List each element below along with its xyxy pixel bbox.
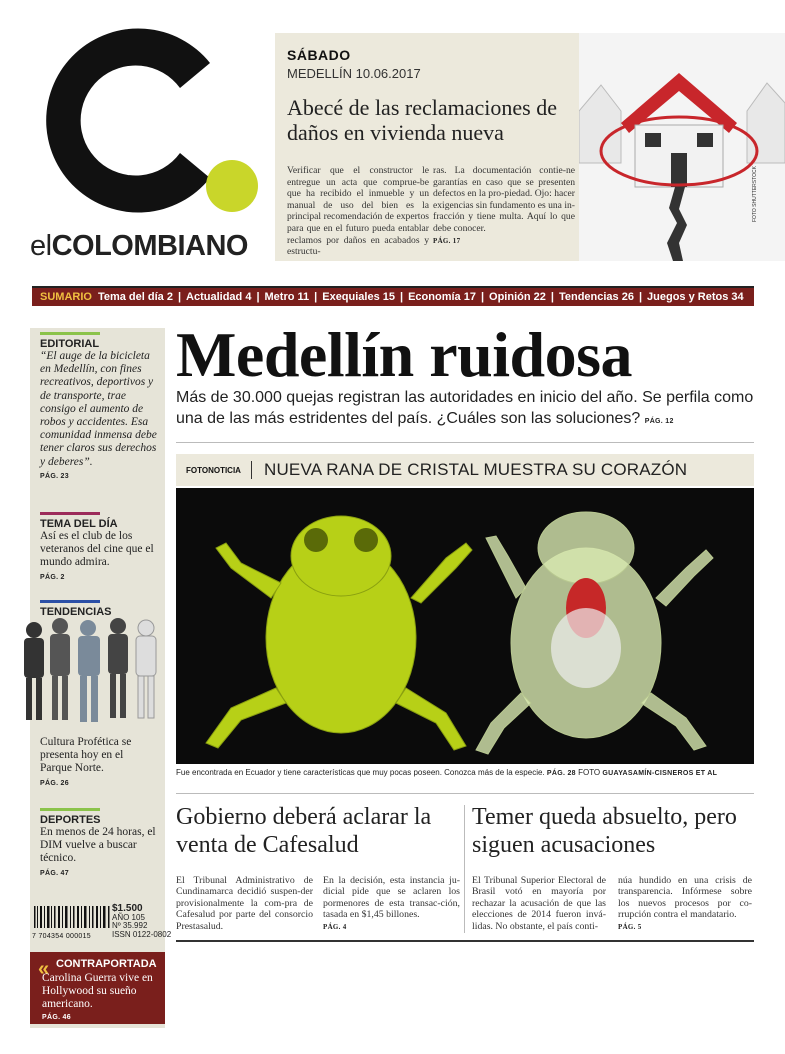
divider [176,442,754,443]
tema-section[interactable]: TEMA DEL DÍA Así es el club de los veteranos del cine que el mundo admira. PÁG. 2 [40,512,158,581]
summary-item[interactable]: Economía 17 [408,291,476,303]
price-box: $1.500 AÑO 105 Nº 35.992 ISSN 0122-0802 [112,903,172,939]
summary-item[interactable]: Exequiales 15 [322,291,396,303]
story-temer[interactable]: Temer queda absuelto, pero siguen acusaciones El Tribunal Superior Electoral de Brasil votó en mayoría por rechazar la acusación de que las elecciones de 2014 fueron invá-lidas. No obstante, el país conti- núa hundido en una crisis de transparencia. Infórmese sobre los nuevos procesos por co-rrupción contra el mandatario. PÁG. 5 [472,803,756,933]
photo-credit: FOTO SHUTTERSTOCK [752,166,758,222]
promo-box[interactable] [275,33,579,261]
tendencias-text[interactable]: Cultura Profética se presenta hoy en el Parque Norte. PÁG. 26 [40,736,132,787]
contraportada-box[interactable]: « CONTRAPORTADA Carolina Guerra vive en Hollywood su sueño americano. PÁG. 46 [30,952,165,1024]
promo-headline[interactable]: Abecé de las reclamaciones de daños en vivienda nueva [287,95,557,145]
brand-name: elCOLOMBIANO [30,230,248,262]
column-divider [464,805,465,933]
summary-item[interactable]: Tendencias 26 [558,291,634,303]
masthead-logo [30,18,260,218]
summary-item[interactable]: Tema del día 2 [97,291,173,303]
main-headline[interactable]: Medellín ruidosa [176,319,633,390]
main-deck: Más de 30.000 quejas registran las autoridades en inicio del año. Se perfila como una de las más estridentes del país. ¿Cuáles son las soluciones? PÁG. 12 [176,389,754,427]
story-cafesalud[interactable]: Gobierno deberá aclarar la venta de Cafesalud El Tribunal Administrativo de Cundinamarca decidió suspen-der provisionalmente la com-pra de Cafesalud por parte del consorcio Prestasalud. En la decisión, esta instancia ju-dicial pide que se aclaren los pormenores de esta transac-ción, tasada en $1,45 billones. PÁG. 4 [176,803,466,933]
tendencias-section[interactable]: TENDENCIAS [40,600,158,618]
promo-date: MEDELLÍN 10.06.2017 [287,66,421,81]
summary-item[interactable]: Metro 11 [264,291,310,303]
fotonoticia-band [176,454,754,486]
barcode-number: 7 704354 000015 [32,933,91,940]
promo-page: PÁG. 17 [433,236,461,245]
summary-bar: SUMARIO Tema del día 2 | Actualidad 4 | Metro 11 | Exequiales 15 | Economía 17 | Opinión 22 | Tendencias 26 | Juegos y Retos 34 [32,286,754,306]
fotonoticia-title[interactable]: NUEVA RANA DE CRISTAL MUESTRA SU CORAZÓN [263,460,688,479]
summary-item[interactable]: Opinión 22 [489,291,546,303]
summary-item[interactable]: Actualidad 4 [186,291,252,303]
deportes-section[interactable]: DEPORTES En menos de 24 horas, el DIM vuelve a buscar técnico. PÁG. 47 [40,808,158,877]
bottom-rule [176,940,754,942]
summary-item[interactable]: Juegos y Retos 34 [647,291,744,303]
frog-photo [176,488,754,764]
story-headline[interactable]: Temer queda absuelto, pero siguen acusaciones [472,804,737,858]
house-photo [579,33,785,261]
promo-col-1: Verificar que el constructor le entregue un acta que comprue-be que ha recibido el inmueble y un manual de uso del bien es la principal recomendación de expertos para que en el futuro pueda entablar reclamos por daños en acabados y estructu- [287,165,429,258]
chevron-left-icon: « [38,958,50,980]
photo-caption: Fue encontrada en Ecuador y tiene características que muy pocas poseen. Conozca más de la especie. PÁG. 28 FOTO GUAYASAMÍN-CISNEROS ET AL [176,768,718,777]
summary-label: SUMARIO [40,291,92,303]
editorial-section[interactable]: EDITORIAL “El auge de la bicicleta en Medellín, con fines recreativos, deportivos y de transporte, trae consigo el aumento de robos y accidentes. Esa comunidad inmensa debe tener claros sus derechos y deberes”. PÁG. 23 [40,332,158,480]
barcode [32,906,112,940]
divider [176,793,754,794]
fotonoticia-label: FOTONOTICIA [176,461,252,479]
promo-day: SÁBADO [287,47,351,63]
band-photo [16,612,166,730]
promo-col-2: ras. La documentación contie-ne garantías en caso que se presenten defectos en la pro-piedad. Ojo: hacer exigencias sin fundamento es una in-fracción y tiene multa. Aquí lo que debe conocer. PÁG. 17 [433,165,575,245]
story-headline[interactable]: Gobierno deberá aclarar la venta de Cafesalud [176,804,432,858]
